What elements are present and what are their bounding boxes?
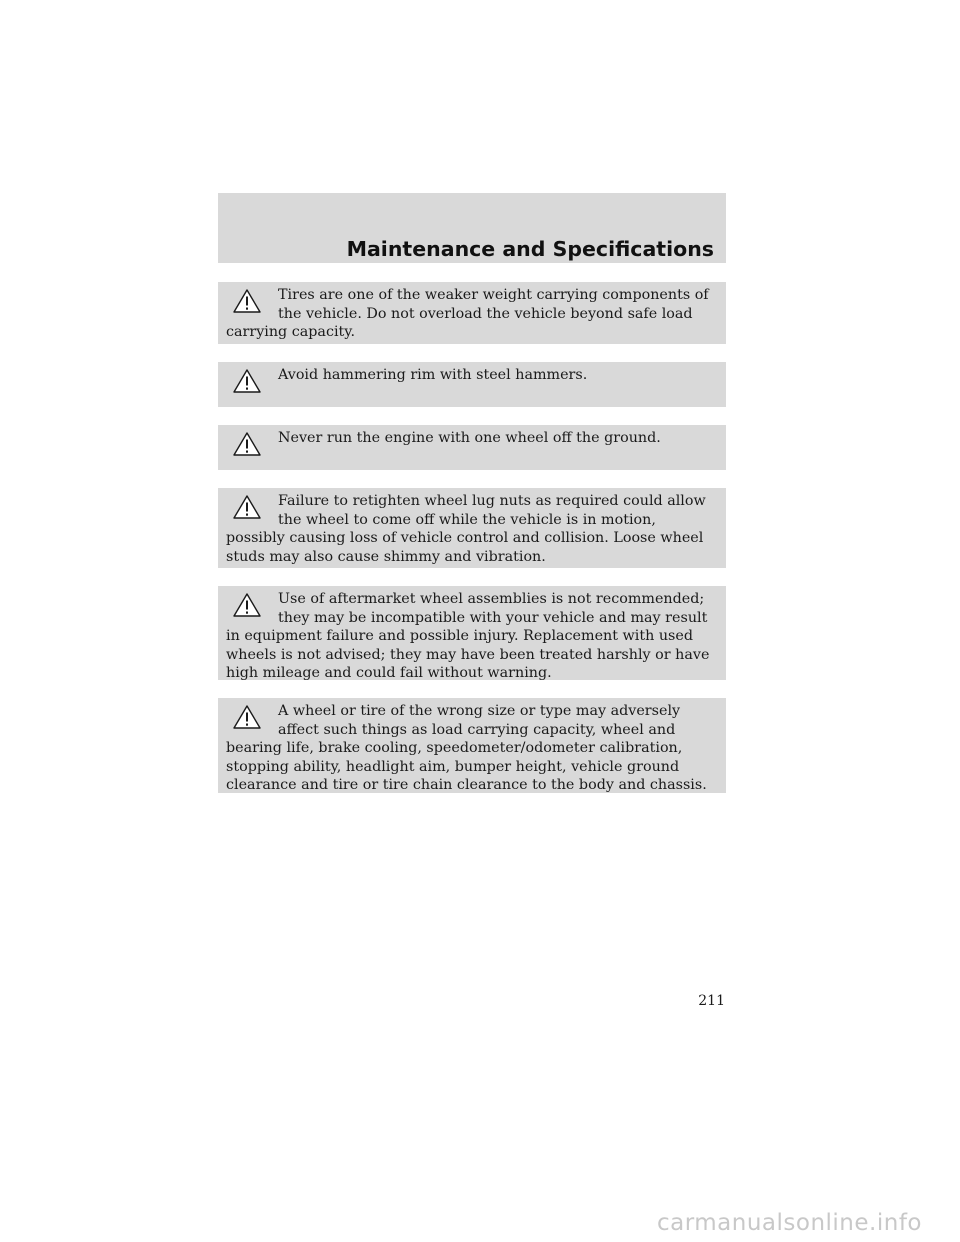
warning-box (218, 362, 726, 407)
warning-box (218, 698, 726, 793)
warning-triangle-icon (232, 592, 262, 618)
warning-text: Avoid hammering rim with steel hammers. (278, 367, 588, 383)
warning-box (218, 425, 726, 470)
watermark: carmanualsonline.info (656, 1210, 922, 1236)
warning-text: Failure to retighten wheel lug nuts as required could allow the wheel to come off while the vehicle is in motion, possibly causing loss of vehicle control and collision. Loose wheel studs may also cause shimmy and vibration. (226, 493, 706, 565)
warning-triangle-icon (232, 431, 262, 457)
warning-text: Tires are one of the weaker weight carrying components of the vehicle. Do not overload the vehicle beyond safe load carrying capacity. (226, 287, 709, 341)
warning-box (218, 586, 726, 680)
warning-triangle-icon (232, 704, 262, 730)
warning-triangle-icon (232, 368, 262, 394)
warning-triangle-icon (232, 494, 262, 520)
warning-triangle-icon (232, 288, 262, 314)
section-header (218, 193, 726, 263)
warning-text: Never run the engine with one wheel off the ground. (278, 430, 661, 446)
warning-text: Use of aftermarket wheel assemblies is not recommended; they may be incompatible with your vehicle and may result in equipment failure and possible injury. Replacement with used wheels is not advised; they may have been treated harshly or have high mileage and could fail without warning. (226, 591, 710, 682)
warning-text: A wheel or tire of the wrong size or type may adversely affect such things as load carrying capacity, wheel and bearing life, brake cooling, speedometer/odometer calibration, stopping ability, headlight aim, bumper height, vehicle ground clearance and tire or tire chain clearance to the body and chassis. (226, 703, 707, 794)
warning-box (218, 282, 726, 344)
warning-box (218, 488, 726, 568)
page-number: 211 (698, 993, 725, 1009)
section-title: Maintenance and Specifications (346, 237, 714, 261)
